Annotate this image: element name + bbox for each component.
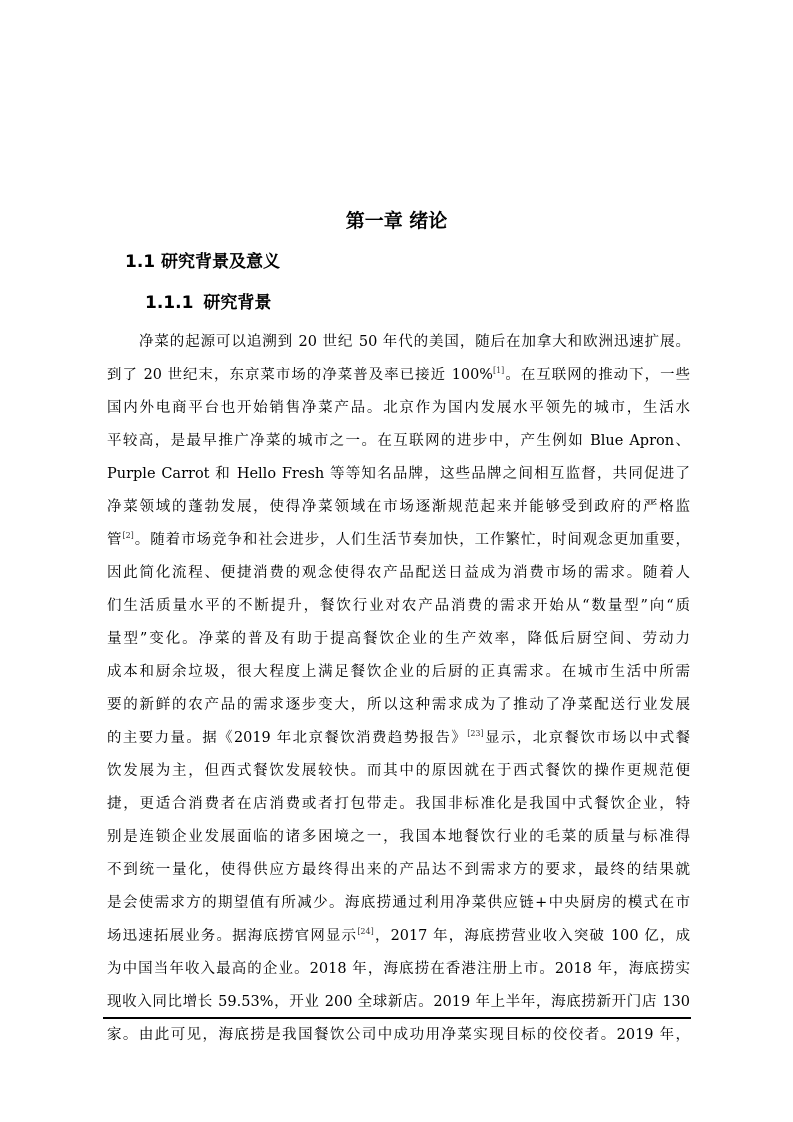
- paragraph-line: [107, 458, 690, 491]
- paragraph-line: [107, 590, 690, 623]
- paragraph-line: [107, 689, 690, 722]
- line-text: 场迅速拓展业务。据海底捞官网显示: [107, 928, 358, 944]
- paragraph-line: [107, 425, 690, 458]
- line-text: 平较高，是最早推广净菜的城市之一。在互联网的进步中，产生例如 Blue Apron、: [107, 433, 690, 449]
- line-text: 到了 20 世纪末，东京菜市场的净菜普及率已接近 100%: [107, 367, 493, 383]
- paragraph-line: [107, 854, 690, 887]
- paragraph-line: [107, 491, 690, 524]
- paragraph-line: [107, 656, 690, 689]
- paragraph-line: [107, 392, 690, 425]
- paragraph-line: [107, 1019, 690, 1052]
- section-heading: [125, 249, 280, 275]
- footer-divider: [103, 1017, 691, 1019]
- line-text: 管: [107, 532, 123, 548]
- line-text: 量型”变化。净菜的普及有助于提高餐饮企业的生产效率，降低后厨空间、劳动力: [107, 631, 690, 647]
- paragraph-line: [107, 821, 690, 854]
- subsection-heading: [145, 290, 271, 316]
- subsection-title-text: 研究背景: [203, 293, 272, 313]
- line-text: 别是连锁企业发展面临的诸多困境之一，我国本地餐饮行业的毛菜的质量与标准得: [107, 829, 690, 845]
- line-text: 捷，更适合消费者在店消费或者打包带走。我国非标准化是我国中式餐饮企业，特: [107, 796, 690, 812]
- section-title-text: 研究背景及意义: [161, 252, 281, 272]
- citation-ref: [2]: [122, 531, 134, 540]
- body-paragraph: [107, 326, 690, 1052]
- line-text: Purple Carrot 和 Hello Fresh 等等知名品牌，这些品牌之间相互监督，共同促进了: [107, 466, 690, 482]
- paragraph-line: [107, 359, 690, 392]
- line-text: 的主要力量。据《2019 年北京餐饮消费趋势报告》: [107, 730, 468, 746]
- paragraph-line: [107, 722, 690, 755]
- line-text: 们生活质量水平的不断提升，餐饮行业对农产品消费的需求开始从“数量型”向“质: [107, 598, 690, 614]
- paragraph-line: [107, 557, 690, 590]
- line-text: 净菜领域的蓬勃发展，使得净菜领域在市场逐渐规范起来并能够受到政府的严格监: [107, 499, 690, 515]
- line-text: 为中国当年收入最高的企业。2018 年，海底捞在香港注册上市。2018 年，海底捞实: [107, 961, 690, 977]
- line-text-after: ，2017 年，海底捞营业收入突破 100 亿，成: [373, 928, 691, 944]
- paragraph-line: [107, 755, 690, 788]
- chapter-title: 第一章 绪论: [345, 210, 448, 232]
- line-text: 家。由此可见，海底捞是我国餐饮公司中成功用净菜实现目标的佼佼者。2019 年，: [107, 1027, 690, 1043]
- paragraph-line: [107, 623, 690, 656]
- paragraph-line: [107, 986, 690, 1019]
- paragraph-line: [107, 524, 690, 557]
- section-number: 1.1: [125, 252, 156, 272]
- line-text: 现收入同比增长 59.53%，开业 200 全球新店。2019 年上半年，海底捞新开门店 130: [107, 994, 690, 1010]
- paragraph-line: [107, 920, 690, 953]
- line-text-after: 。随着市场竞争和社会进步，人们生活节奏加快，工作繁忙，时间观念更加重要，: [133, 532, 690, 548]
- citation-ref: [23]: [467, 729, 484, 738]
- line-text: 国内外电商平台也开始销售净菜产品。北京作为国内发展水平领先的城市，生活水: [107, 400, 690, 416]
- paragraph-line: [107, 887, 690, 920]
- line-text: 是会使需求方的期望值有所减少。海底捞通过利用净菜供应链+中央厨房的模式在市: [107, 895, 690, 911]
- line-text: 饮发展为主，但西式餐饮发展较快。而其中的原因就在于西式餐饮的操作更规范便: [107, 763, 690, 779]
- line-text-after: 。在互联网的推动下，一些: [504, 367, 690, 383]
- line-text: 净菜的起源可以追溯到 20 世纪 50 年代的美国，随后在加拿大和欧洲迅速扩展。: [139, 334, 690, 350]
- line-text: 成本和厨余垃圾，很大程度上满足餐饮企业的后厨的正真需求。在城市生活中所需: [107, 664, 690, 680]
- paragraph-line: [107, 788, 690, 821]
- line-text: 因此简化流程、便捷消费的观念使得农产品配送日益成为消费市场的需求。随着人: [107, 565, 690, 581]
- line-text: 要的新鲜的农产品的需求逐步变大，所以这种需求成为了推动了净菜配送行业发展: [107, 697, 690, 713]
- citation-ref: [24]: [357, 927, 374, 936]
- paragraph-line: [107, 326, 690, 359]
- line-text: 不到统一量化，使得供应方最终得出来的产品达不到需求方的要求，最终的结果就: [107, 862, 690, 878]
- citation-ref: [1]: [492, 366, 505, 375]
- line-text-after: 显示，北京餐饮市场以中式餐: [483, 730, 690, 746]
- subsection-number: 1.1.1: [145, 293, 194, 313]
- paragraph-line: [107, 953, 690, 986]
